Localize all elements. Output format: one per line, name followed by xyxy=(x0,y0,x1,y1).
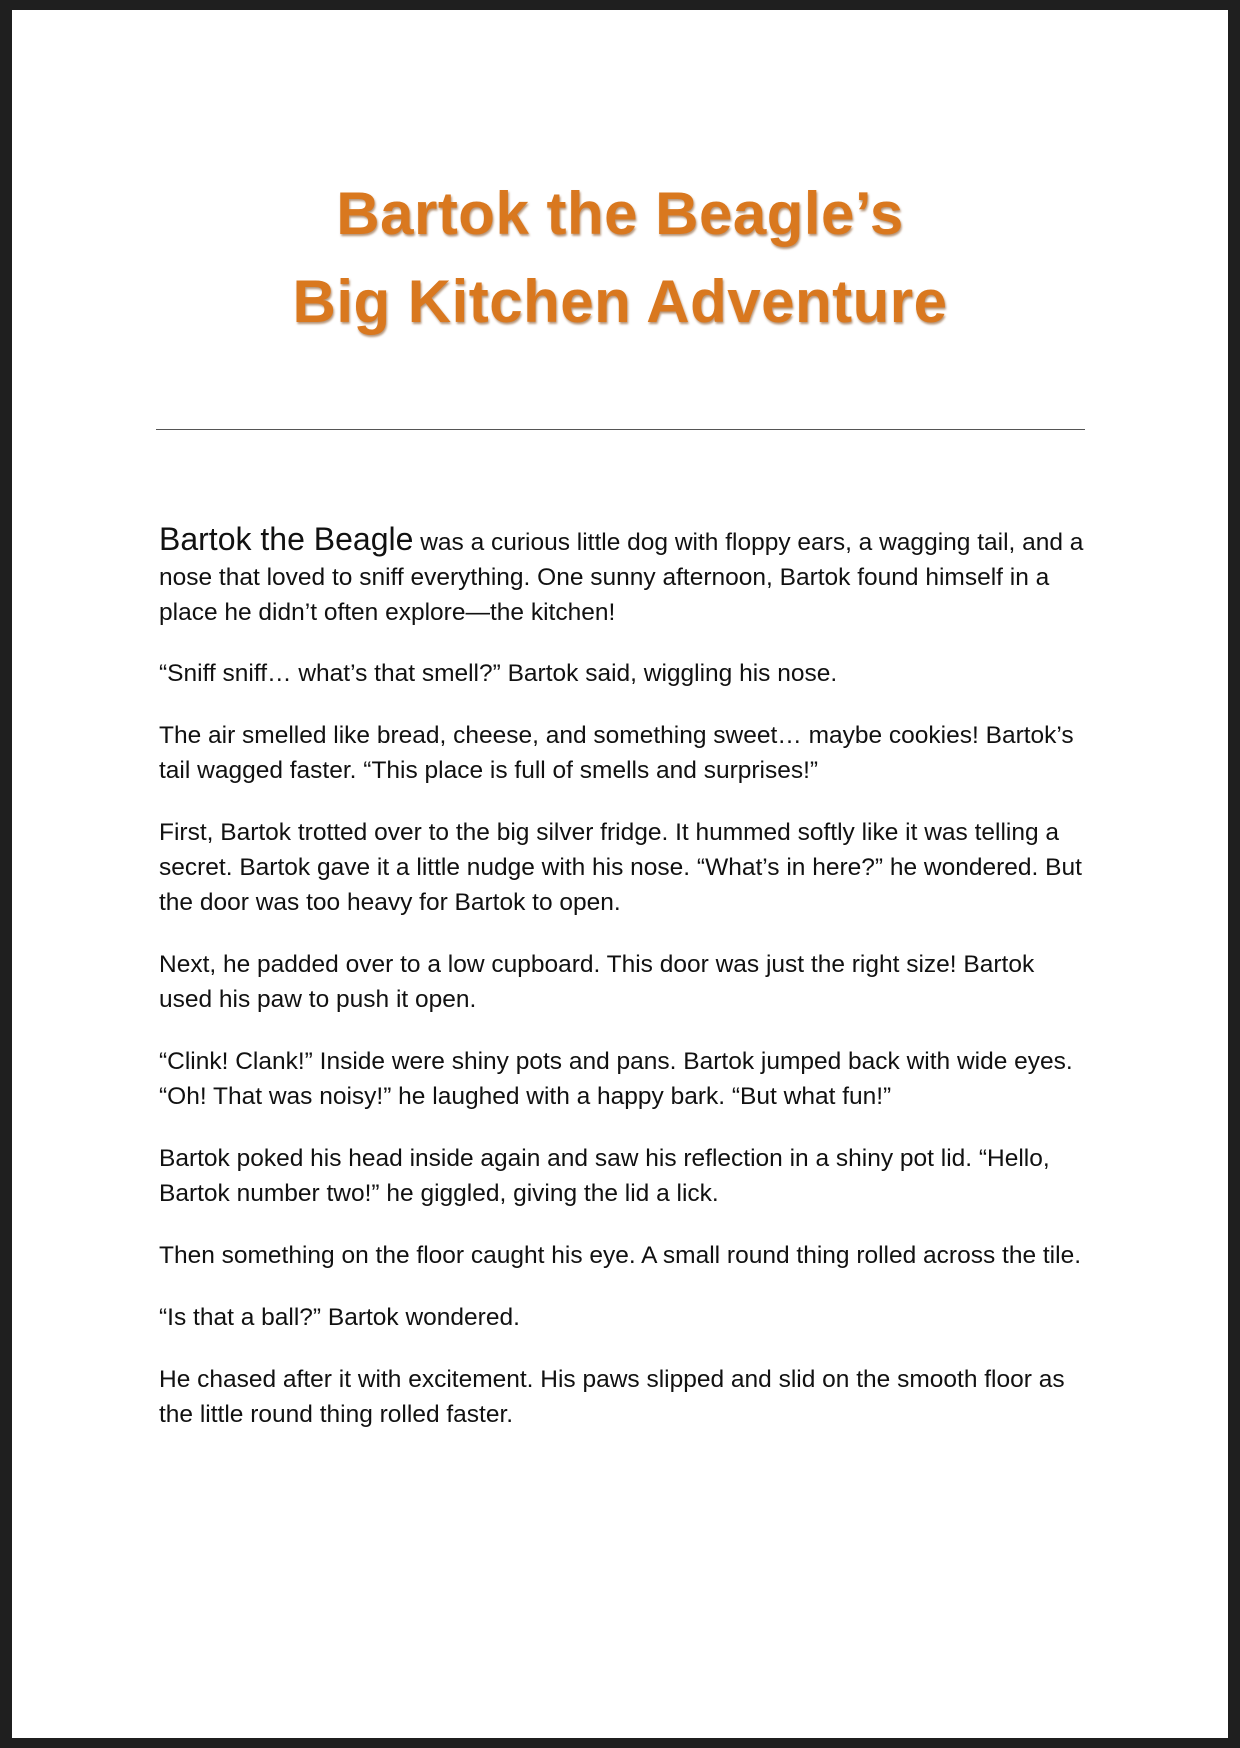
title-line-2: Big Kitchen Adventure xyxy=(292,268,948,335)
story-paragraph: Then something on the floor caught his eye. A small round thing rolled across the tile. xyxy=(159,1242,1082,1269)
story-paragraph: “Clink! Clank!” Inside were shiny pots and pans. Bartok jumped back with wide eyes. “Oh! That was noisy!” he laughed with a happy bark. “But what fun!” xyxy=(159,1048,1073,1110)
title-divider xyxy=(156,429,1085,430)
story-paragraph-text: was a curious little dog with floppy ears, a wagging tail, and a nose that loved to sniff everything. One sunny afternoon, Bartok found himself in a place he didn’t often explore—the kitchen! xyxy=(159,529,1084,626)
document-page xyxy=(12,10,1228,1738)
story-paragraph: The air smelled like bread, cheese, and something sweet… maybe cookies! Bartok’s tail wagged faster. “This place is full of smells and surprises!” xyxy=(159,722,1074,784)
story-paragraph: “Sniff sniff… what’s that smell?” Bartok said, wiggling his nose. xyxy=(159,660,838,687)
story-title xyxy=(12,170,1228,346)
story-lead-text: Bartok the Beagle xyxy=(159,521,414,557)
story-paragraph: Next, he padded over to a low cupboard. This door was just the right size! Bartok used his paw to push it open. xyxy=(159,951,1035,1013)
story-paragraph: First, Bartok trotted over to the big silver fridge. It hummed softly like it was telling a secret. Bartok gave it a little nudge with his nose. “What’s in here?” he wondered. But the door was too heavy for Bartok to open. xyxy=(159,819,1082,916)
story-paragraph xyxy=(159,522,1094,630)
title-line-1: Bartok the Beagle’s xyxy=(336,180,904,247)
story-body xyxy=(159,522,1094,1459)
story-paragraph: “Is that a ball?” Bartok wondered. xyxy=(159,1304,520,1331)
story-paragraph: He chased after it with excitement. His paws slipped and slid on the smooth floor as the little round thing rolled faster. xyxy=(159,1366,1065,1428)
story-paragraph: Bartok poked his head inside again and saw his reflection in a shiny pot lid. “Hello, Bartok number two!” he giggled, giving the lid a lick. xyxy=(159,1145,1050,1207)
